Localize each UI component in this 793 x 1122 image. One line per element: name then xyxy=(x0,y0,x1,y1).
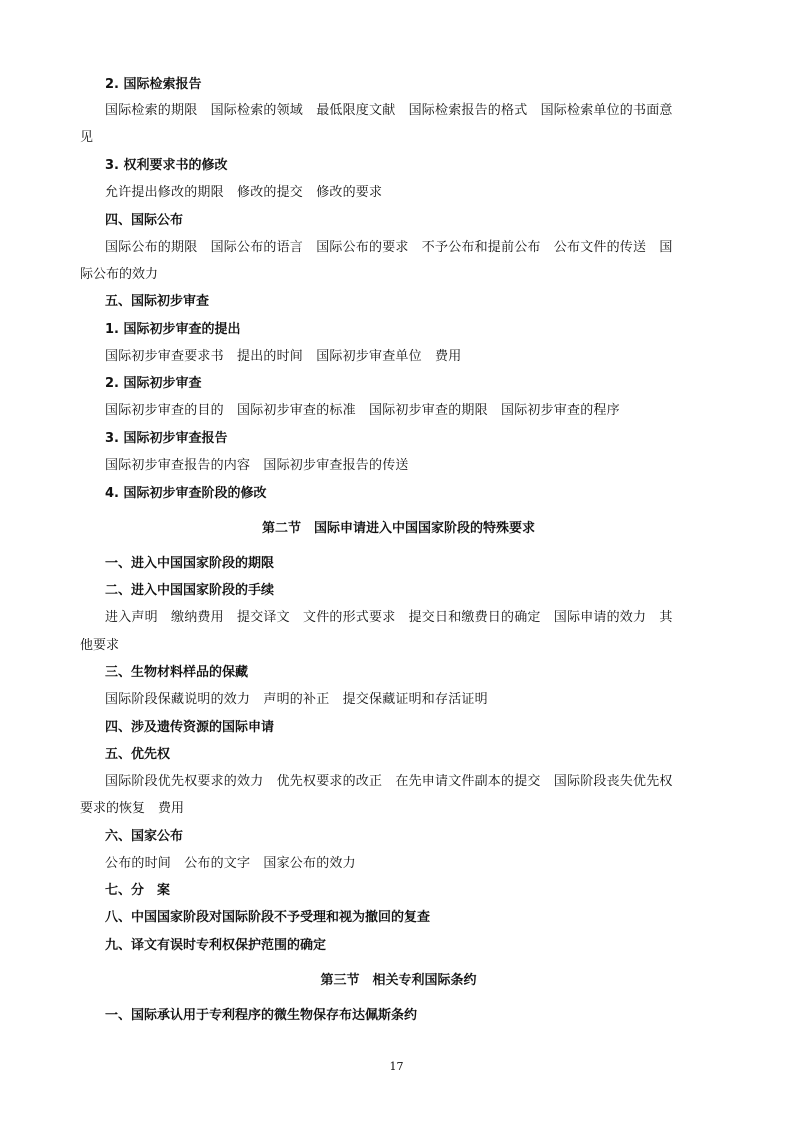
section-heading: 2. 国际检索报告 xyxy=(105,77,202,92)
body-text-line: 国际初步审查要求书 提出的时间 国际初步审查单位 费用 xyxy=(105,349,462,364)
section-heading: 一、国际承认用于专利程序的微生物保存布达佩斯条约 xyxy=(105,1008,418,1023)
section-heading: 九、译文有误时专利权保护范围的确定 xyxy=(105,938,327,953)
body-text-line: 国际公布的期限 国际公布的语言 国际公布的要求 不予公布和提前公布 公布文件的传送 国 xyxy=(105,240,673,255)
section-heading: 二、进入中国国家阶段的手续 xyxy=(105,583,275,598)
section-heading: 四、涉及遗传资源的国际申请 xyxy=(105,720,275,735)
body-text-continuation: 见 xyxy=(80,130,94,145)
section-heading: 七、分 案 xyxy=(105,883,171,898)
body-text-continuation: 要求的恢复 费用 xyxy=(80,801,185,816)
section-heading: 四、国际公布 xyxy=(105,213,184,228)
section-heading: 4. 国际初步审查阶段的修改 xyxy=(105,486,267,501)
chapter-section-title: 第二节 国际申请进入中国国家阶段的特殊要求 xyxy=(261,521,535,536)
section-heading: 三、生物材料样品的保藏 xyxy=(105,665,249,680)
body-text-line: 公布的时间 公布的文字 国家公布的效力 xyxy=(105,856,356,871)
body-text-line: 国际初步审查报告的内容 国际初步审查报告的传送 xyxy=(105,458,409,473)
section-heading: 八、中国国家阶段对国际阶段不予受理和视为撤回的复查 xyxy=(105,910,431,925)
section-heading: 一、进入中国国家阶段的期限 xyxy=(105,556,275,571)
body-text-line: 国际检索的期限 国际检索的领域 最低限度文献 国际检索报告的格式 国际检索单位的书面意 xyxy=(105,103,673,118)
section-heading: 2. 国际初步审查 xyxy=(105,376,202,391)
section-heading: 五、国际初步审查 xyxy=(105,294,210,309)
section-heading: 3. 权利要求书的修改 xyxy=(105,158,228,173)
body-text-continuation: 他要求 xyxy=(80,638,120,653)
body-text-line: 国际阶段保藏说明的效力 声明的补正 提交保藏证明和存活证明 xyxy=(105,692,488,707)
chapter-section-title: 第三节 相关专利国际条约 xyxy=(320,973,477,988)
body-text-line: 进入声明 缴纳费用 提交译文 文件的形式要求 提交日和缴费日的确定 国际申请的效力 其 xyxy=(105,610,673,625)
section-heading: 3. 国际初步审查报告 xyxy=(105,431,228,446)
section-heading: 六、国家公布 xyxy=(105,829,184,844)
body-text-line: 允许提出修改的期限 修改的提交 修改的要求 xyxy=(105,185,383,200)
body-text-line: 国际阶段优先权要求的效力 优先权要求的改正 在先申请文件副本的提交 国际阶段丧失优先权 xyxy=(105,774,673,789)
page-number: 17 xyxy=(389,1060,404,1073)
body-text-continuation: 际公布的效力 xyxy=(80,267,159,282)
body-text-line: 国际初步审查的目的 国际初步审查的标准 国际初步审查的期限 国际初步审查的程序 xyxy=(105,403,620,418)
section-heading: 五、优先权 xyxy=(105,747,171,762)
section-heading: 1. 国际初步审查的提出 xyxy=(105,322,241,337)
